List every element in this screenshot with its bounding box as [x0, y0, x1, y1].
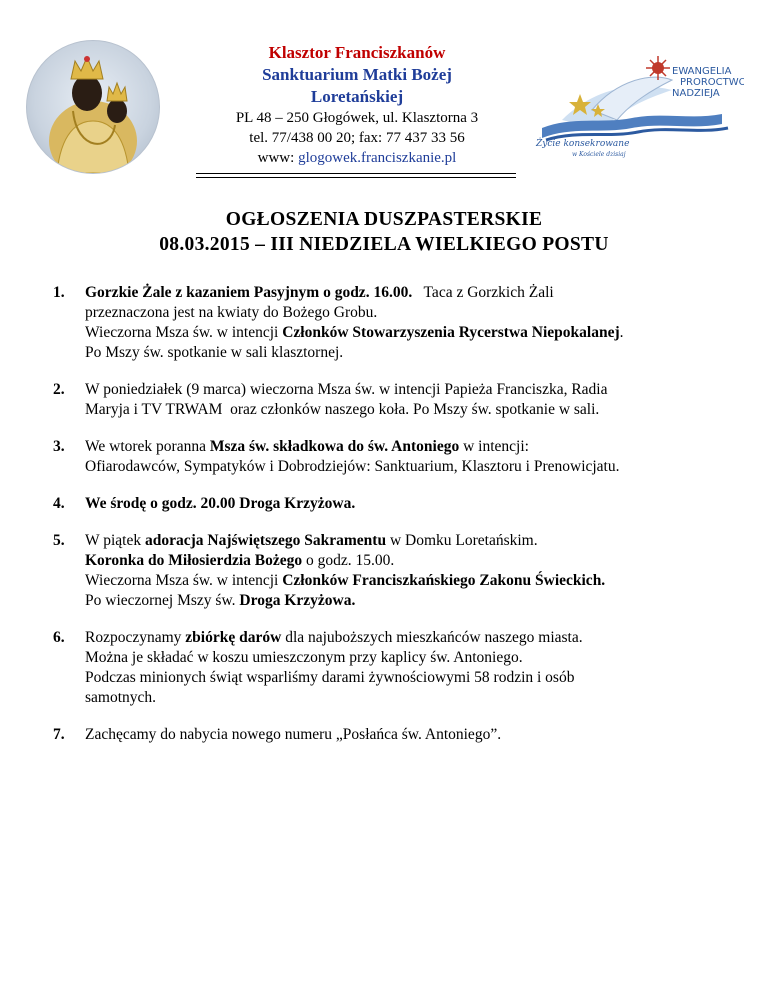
announcement-item	[53, 725, 733, 745]
text: Po wieczornej Mszy św.	[85, 592, 240, 609]
bold-text: zbiórkę darów	[185, 629, 282, 646]
text: Zachęcamy do nabycia nowego numeru „Posłańca św. Antoniego”.	[85, 726, 502, 743]
item-line	[85, 531, 733, 551]
text: Podczas minionych świąt wsparliśmy darami żywnościowymi 58 rodzin i osób	[85, 669, 575, 686]
item-line	[85, 668, 733, 688]
text: samotnych.	[85, 689, 157, 706]
text: Wieczorna Msza św. w intencji	[85, 324, 283, 341]
logo-caption-2: w Kościele dzisiaj	[572, 151, 626, 158]
logo-caption: Życie konsekrowane	[536, 139, 630, 149]
bold-text: Członków Stowarzyszenia Rycerstwa Niepokalanej	[282, 324, 620, 341]
bold-text: adoracja Najświętszego Sakramentu	[144, 532, 387, 549]
item-line	[85, 551, 733, 571]
text: Ofiarodawców, Sympatyków i Dobrodziejów: Sanktuarium, Klasztoru i Prenowicjatu.	[85, 458, 620, 475]
bold-text: Msza św. składkowa do św. Antoniego	[209, 438, 460, 455]
sanctuary-madonna-image	[26, 40, 160, 174]
text: przeznaczona jest na kwiaty do Bożego Grobu.	[85, 304, 378, 321]
logo-nadzieja: NADZIEJA	[672, 88, 720, 99]
item-line	[85, 571, 733, 591]
consecrated-life-logo	[522, 50, 744, 160]
announcement-item	[53, 531, 733, 611]
item-number: 4.	[53, 495, 65, 512]
announcement-item	[53, 628, 733, 708]
bold-text: Droga Krzyżowa.	[239, 592, 356, 609]
item-line	[85, 494, 733, 514]
text: Wieczorna Msza św. w intencji	[85, 572, 283, 589]
org-name: Klasztor Franciszkanów	[268, 43, 446, 62]
announcement-item	[53, 494, 733, 514]
announcement-item	[53, 283, 733, 363]
item-line	[85, 725, 733, 745]
announcement-item	[53, 437, 733, 477]
text: Można je składać w koszu umieszczonym przy kaplicy św. Antoniego.	[85, 649, 523, 666]
item-line	[85, 457, 733, 477]
website-label: www:	[257, 150, 299, 166]
text: dla najuboższych mieszkańców naszego miasta.	[281, 629, 583, 646]
address: PL 48 – 250 Głogówek, ul. Klasztorna 3	[235, 110, 479, 126]
website	[168, 148, 546, 168]
item-line	[85, 437, 733, 457]
item-line	[85, 323, 733, 343]
bold-text: Gorzkie Żale z kazaniem Pasyjnym o godz. 16.00.	[85, 284, 413, 301]
item-line	[85, 688, 733, 708]
phone-fax: tel. 77/438 00 20; fax: 77 437 33 56	[249, 130, 465, 146]
header-divider-2	[196, 177, 516, 178]
text: .	[619, 324, 624, 341]
bold-text: We środę o godz. 20.00 Droga Krzyżowa.	[85, 495, 356, 512]
announcement-title	[0, 207, 768, 257]
item-line	[85, 380, 733, 400]
item-line	[85, 303, 733, 323]
page-title: OGŁOSZENIA DUSZPASTERSKIE	[225, 209, 543, 230]
consecrated-life-logo-icon	[522, 50, 744, 160]
item-number: 1.	[53, 284, 65, 301]
bold-text: Koronka do Miłosierdzia Bożego	[85, 552, 303, 569]
item-line	[85, 283, 733, 303]
announcement-list	[53, 283, 733, 762]
item-line	[85, 648, 733, 668]
header	[0, 0, 768, 190]
logo-ewangelia: EWANGELIA	[672, 66, 732, 77]
sanctuary-name-cont: Loretańskiej	[310, 87, 404, 106]
item-line	[85, 591, 733, 611]
page-subtitle: 08.03.2015 – III NIEDZIELA WIELKIEGO POSTU	[159, 234, 609, 255]
text: Maryja i TV TRWAM oraz członków naszego koła. Po Mszy św. spotkanie w sali.	[85, 401, 600, 418]
item-line	[85, 343, 733, 363]
sanctuary-name: Sanktuarium Matki Bożej	[262, 65, 452, 84]
item-number: 7.	[53, 726, 65, 743]
header-divider	[196, 173, 516, 174]
announcement-item	[53, 380, 733, 420]
logo-proroctwo: PROROCTWO	[680, 77, 744, 88]
item-number: 5.	[53, 532, 65, 549]
item-number: 2.	[53, 381, 65, 398]
item-line	[85, 628, 733, 648]
text: W piątek	[85, 532, 145, 549]
item-number: 6.	[53, 629, 65, 646]
text: W poniedziałek (9 marca) wieczorna Msza św. w intencji Papieża Franciszka, Radia	[85, 381, 608, 398]
item-line	[85, 400, 733, 420]
text: o godz. 15.00.	[302, 552, 395, 569]
text: We wtorek poranna	[85, 438, 210, 455]
item-number: 3.	[53, 438, 65, 455]
text: Po Mszy św. spotkanie w sali klasztornej.	[85, 344, 344, 361]
text: Rozpoczynamy	[85, 629, 186, 646]
text: w intencji:	[459, 438, 529, 455]
text: w Domku Loretańskim.	[386, 532, 538, 549]
bold-text: Członków Franciszkańskiego Zakonu Świeckich.	[282, 572, 606, 589]
text: Taca z Gorzkich Żali	[412, 284, 554, 301]
website-link[interactable]: glogowek.franciszkanie.pl	[298, 150, 457, 166]
header-text	[168, 42, 546, 168]
madonna-icon	[27, 41, 159, 173]
